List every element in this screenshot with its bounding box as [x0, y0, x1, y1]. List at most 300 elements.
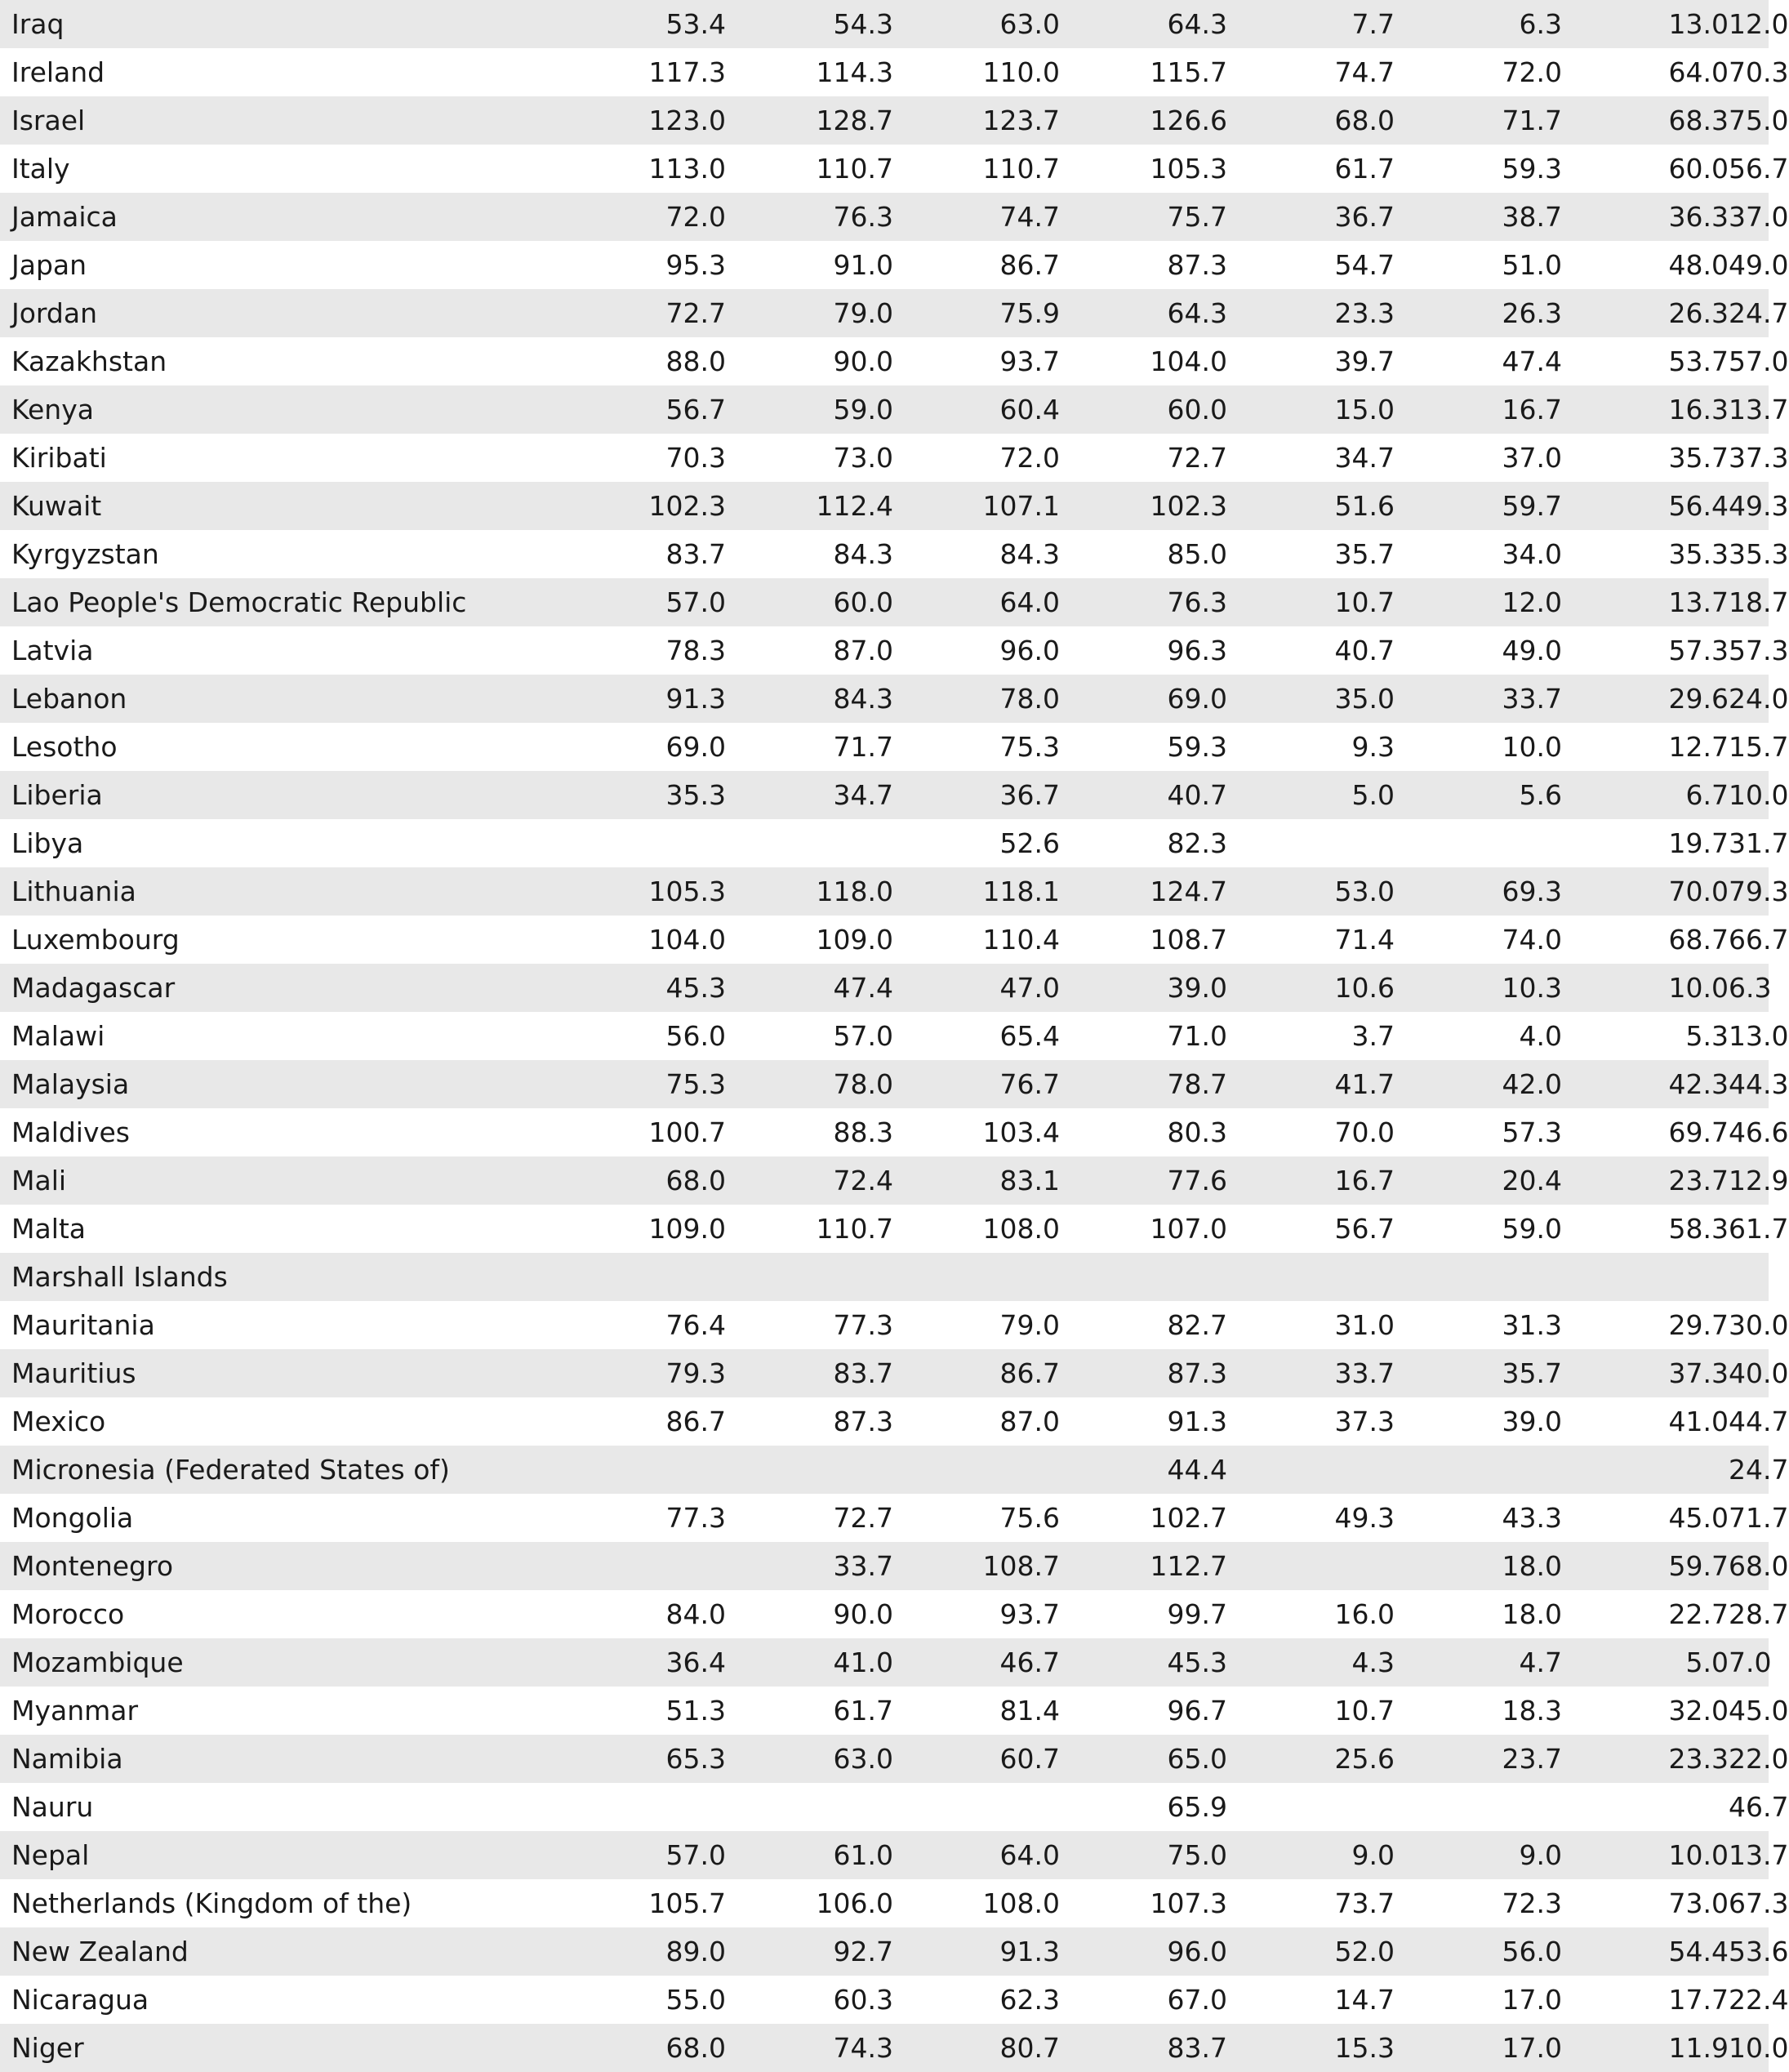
value-cell-6: 23.7	[1395, 1735, 1562, 1783]
value-cell-1: 123.0	[474, 96, 726, 145]
value-cell-8: 71.7	[1729, 1502, 1789, 1534]
value-cell-6: 39.0	[1502, 1406, 1563, 1437]
country-name-cell: Mexico	[11, 1406, 106, 1437]
value-cell-2: 61.7	[833, 1695, 894, 1727]
value-cell-2	[726, 819, 893, 867]
country-name-cell: Israel	[0, 96, 474, 145]
value-cell-4: 76.3	[1060, 578, 1227, 626]
value-cell-3: 86.7	[893, 1349, 1060, 1397]
value-cell-3: 87.0	[999, 1406, 1061, 1437]
table-row	[0, 193, 1769, 241]
value-cell-4: 87.3	[1167, 249, 1228, 281]
value-cell-6: 4.7	[1395, 1638, 1562, 1687]
country-name-cell: Morocco	[11, 1598, 125, 1630]
value-cell-3: 62.3	[999, 1984, 1061, 2016]
value-cell-2: 78.0	[726, 1060, 893, 1108]
value-cell-7	[1562, 1253, 1729, 1301]
value-cell-3: 65.4	[999, 1020, 1061, 1052]
value-cell-3: 83.1	[893, 1156, 1060, 1205]
value-cell-6: 56.0	[1395, 1927, 1562, 1976]
value-cell-2: 84.3	[726, 675, 893, 723]
value-cell-4: 96.3	[1167, 635, 1228, 666]
value-cell-1: 109.0	[648, 1213, 727, 1245]
country-name-cell: Japan	[11, 249, 87, 281]
value-cell-7: 5.3	[1685, 1020, 1729, 1052]
value-cell-5: 23.3	[1227, 289, 1395, 337]
value-cell-7: 45.0	[1668, 1502, 1729, 1534]
value-cell-8: 57.0	[1729, 345, 1789, 377]
value-cell-8: 7.0	[1729, 1638, 1769, 1687]
value-cell-7	[1562, 1783, 1729, 1831]
table-row	[0, 819, 1769, 867]
value-cell-6	[1395, 1446, 1562, 1494]
country-name-cell: Nepal	[0, 1831, 474, 1879]
value-cell-6: 26.3	[1395, 289, 1562, 337]
value-cell-2: 47.4	[726, 964, 893, 1012]
value-cell-2: 91.0	[833, 249, 894, 281]
value-cell-3: 110.0	[982, 56, 1061, 88]
table-row	[0, 1349, 1769, 1397]
value-cell-3: 46.7	[893, 1638, 1060, 1687]
value-cell-7: 41.0	[1668, 1406, 1729, 1437]
value-cell-6: 72.0	[1502, 56, 1563, 88]
value-cell-5: 40.7	[1334, 635, 1395, 666]
value-cell-6: 51.0	[1502, 249, 1563, 281]
value-cell-5: 68.0	[1227, 96, 1395, 145]
country-name-cell: Myanmar	[11, 1695, 139, 1727]
value-cell-2: 84.3	[833, 538, 894, 570]
value-cell-4: 104.0	[1150, 345, 1228, 377]
country-name-cell: Luxembourg	[11, 924, 180, 956]
table-row	[0, 578, 1769, 626]
value-cell-4: 71.0	[1167, 1020, 1228, 1052]
value-cell-3: 75.3	[999, 731, 1061, 763]
value-cell-5: 15.0	[1227, 385, 1395, 434]
value-cell-4: 82.3	[1167, 827, 1228, 859]
value-cell-1	[474, 819, 726, 867]
value-cell-4: 105.3	[1150, 153, 1228, 185]
value-cell-5: 71.4	[1334, 924, 1395, 956]
country-name-cell: Iraq	[0, 0, 474, 48]
value-cell-8: 68.0	[1729, 1542, 1769, 1590]
value-cell-1: 36.4	[474, 1638, 726, 1687]
value-cell-8: 30.0	[1729, 1309, 1789, 1341]
value-cell-5: 70.0	[1334, 1116, 1395, 1148]
value-cell-2: 112.4	[726, 482, 893, 530]
value-cell-1: 72.0	[474, 193, 726, 241]
value-cell-1: 53.4	[474, 0, 726, 48]
table-row	[0, 1590, 1769, 1638]
value-cell-2: 59.0	[726, 385, 893, 434]
table-row	[0, 1879, 1769, 1927]
value-cell-7: 13.0	[1562, 0, 1729, 48]
value-cell-4: 85.0	[1167, 538, 1228, 570]
value-cell-5: 10.6	[1227, 964, 1395, 1012]
value-cell-4: 96.7	[1167, 1695, 1228, 1727]
value-cell-3: 96.0	[999, 635, 1061, 666]
value-cell-6: 18.3	[1502, 1695, 1563, 1727]
value-cell-5: 9.0	[1227, 1831, 1395, 1879]
value-cell-4: 72.7	[1167, 442, 1228, 474]
value-cell-4: 126.6	[1060, 96, 1227, 145]
value-cell-7: 36.3	[1562, 193, 1729, 241]
value-cell-8: 46.7	[1729, 1791, 1789, 1823]
country-name-cell: Niger	[0, 2024, 474, 2072]
value-cell-5: 73.7	[1334, 1887, 1395, 1919]
country-name-cell: Nauru	[11, 1791, 94, 1823]
value-cell-7: 17.7	[1668, 1984, 1729, 2016]
value-cell-4: 39.0	[1060, 964, 1227, 1012]
value-cell-6: 72.3	[1502, 1887, 1563, 1919]
value-cell-3: 36.7	[893, 771, 1060, 819]
value-cell-7: 23.7	[1562, 1156, 1729, 1205]
value-cell-6: 20.4	[1395, 1156, 1562, 1205]
value-cell-7: 32.0	[1668, 1695, 1729, 1727]
value-cell-1: 117.3	[648, 56, 727, 88]
value-cell-2: 61.0	[726, 1831, 893, 1879]
value-cell-7: 12.7	[1668, 731, 1729, 763]
value-cell-6: 34.0	[1502, 538, 1563, 570]
value-cell-4: 67.0	[1167, 1984, 1228, 2016]
value-cell-2: 33.7	[726, 1542, 893, 1590]
value-cell-7: 53.7	[1668, 345, 1729, 377]
value-cell-4: 108.7	[1150, 924, 1228, 956]
country-name-cell: Lesotho	[11, 731, 118, 763]
table-row	[0, 1831, 1769, 1879]
country-name-cell: Jamaica	[0, 193, 474, 241]
value-cell-1: 69.0	[665, 731, 727, 763]
country-name-cell: Kuwait	[0, 482, 474, 530]
table-row	[0, 482, 1769, 530]
value-cell-1: 100.7	[648, 1116, 727, 1148]
value-cell-4: 124.7	[1060, 867, 1227, 916]
value-cell-4: 40.7	[1060, 771, 1227, 819]
value-cell-1: 91.3	[474, 675, 726, 723]
value-cell-5: 35.0	[1227, 675, 1395, 723]
value-cell-3: 75.9	[893, 289, 1060, 337]
value-cell-1	[474, 1446, 726, 1494]
value-cell-7: 10.0	[1562, 1831, 1729, 1879]
value-cell-1: 113.0	[648, 153, 727, 185]
value-cell-8: 53.6	[1729, 1927, 1769, 1976]
value-cell-4: 80.3	[1167, 1116, 1228, 1148]
value-cell-2: 79.0	[726, 289, 893, 337]
value-cell-6: 59.7	[1395, 482, 1562, 530]
value-cell-6	[1395, 819, 1562, 867]
value-cell-2	[726, 1253, 893, 1301]
value-cell-3: 80.7	[893, 2024, 1060, 2072]
value-cell-8: 44.7	[1729, 1406, 1789, 1437]
value-cell-6: 17.0	[1395, 2024, 1562, 2072]
value-cell-6: 33.7	[1395, 675, 1562, 723]
value-cell-4: 44.4	[1060, 1446, 1227, 1494]
value-cell-6: 38.7	[1395, 193, 1562, 241]
value-cell-8: 24.7	[1729, 289, 1769, 337]
value-cell-4: 102.3	[1060, 482, 1227, 530]
value-cell-4: 75.0	[1060, 1831, 1227, 1879]
value-cell-5	[1227, 1542, 1395, 1590]
table-row	[0, 337, 1769, 385]
value-cell-1: 72.7	[474, 289, 726, 337]
value-cell-4: 60.0	[1060, 385, 1227, 434]
value-cell-2: 71.7	[833, 731, 894, 763]
country-name-cell: New Zealand	[0, 1927, 474, 1976]
value-cell-8: 49.3	[1729, 482, 1769, 530]
value-cell-5: 56.7	[1334, 1213, 1395, 1245]
value-cell-8: 79.3	[1729, 867, 1769, 916]
value-cell-7: 6.7	[1562, 771, 1729, 819]
value-cell-4: 96.0	[1060, 1927, 1227, 1976]
value-cell-5: 33.7	[1227, 1349, 1395, 1397]
value-cell-3: 63.0	[893, 0, 1060, 48]
country-name-cell: Netherlands (Kingdom of the)	[11, 1887, 412, 1919]
value-cell-3: 76.7	[893, 1060, 1060, 1108]
value-cell-7: 13.7	[1562, 578, 1729, 626]
value-cell-6: 59.3	[1502, 153, 1563, 185]
value-cell-8: 45.0	[1729, 1695, 1789, 1727]
value-cell-7: 59.7	[1562, 1542, 1729, 1590]
value-cell-2: 106.0	[816, 1887, 894, 1919]
value-cell-8: 40.0	[1729, 1349, 1769, 1397]
value-cell-6: 4.0	[1519, 1020, 1563, 1052]
country-name-cell: Mauritius	[0, 1349, 474, 1397]
value-cell-3: 74.7	[893, 193, 1060, 241]
value-cell-7: 29.7	[1668, 1309, 1729, 1341]
value-cell-8: 15.7	[1729, 731, 1789, 763]
value-cell-3: 108.0	[982, 1887, 1061, 1919]
value-cell-5: 61.7	[1334, 153, 1395, 185]
country-name-cell: Mauritania	[11, 1309, 155, 1341]
value-cell-4: 78.7	[1060, 1060, 1227, 1108]
value-cell-2: 74.3	[726, 2024, 893, 2072]
value-cell-2: 109.0	[816, 924, 894, 956]
table-row	[0, 1156, 1769, 1205]
table-row	[0, 1205, 1769, 1253]
value-cell-4: 64.3	[1060, 289, 1227, 337]
value-cell-6: 71.7	[1395, 96, 1562, 145]
value-cell-8: 66.7	[1729, 924, 1789, 956]
value-cell-4	[1060, 1253, 1227, 1301]
value-cell-3: 52.6	[999, 827, 1061, 859]
value-cell-3: 72.0	[999, 442, 1061, 474]
table-row	[0, 0, 1769, 48]
value-cell-5: 51.6	[1227, 482, 1395, 530]
value-cell-7: 68.7	[1668, 924, 1729, 956]
value-cell-1: 78.3	[665, 635, 727, 666]
value-cell-4: 83.7	[1060, 2024, 1227, 2072]
country-name-cell: Lithuania	[0, 867, 474, 916]
value-cell-2: 87.3	[833, 1406, 894, 1437]
value-cell-3: 110.4	[982, 924, 1061, 956]
value-cell-3: 60.4	[893, 385, 1060, 434]
table-row	[0, 771, 1769, 819]
value-cell-4: 107.3	[1150, 1887, 1228, 1919]
country-name-cell: Ireland	[11, 56, 105, 88]
value-cell-2: 110.7	[816, 153, 894, 185]
value-cell-6: 59.0	[1502, 1213, 1563, 1245]
value-cell-7: 73.0	[1668, 1887, 1729, 1919]
value-cell-7: 48.0	[1668, 249, 1729, 281]
table-row	[0, 867, 1769, 916]
value-cell-4: 82.7	[1167, 1309, 1228, 1341]
country-name-cell: Micronesia (Federated States of)	[0, 1446, 474, 1494]
value-cell-4: 69.0	[1060, 675, 1227, 723]
value-cell-1: 77.3	[665, 1502, 727, 1534]
table-row	[0, 48, 1769, 96]
country-name-cell: Lao People's Democratic Republic	[0, 578, 474, 626]
value-cell-3: 75.6	[999, 1502, 1061, 1534]
value-cell-7: 69.7	[1668, 1116, 1729, 1148]
value-cell-8: 13.7	[1729, 1831, 1769, 1879]
country-name-cell: Mozambique	[0, 1638, 474, 1687]
value-cell-1: 57.0	[474, 578, 726, 626]
value-cell-4: 87.3	[1060, 1349, 1227, 1397]
value-cell-2: 87.0	[833, 635, 894, 666]
value-cell-8: 10.0	[1729, 2024, 1769, 2072]
value-cell-3	[893, 1783, 1060, 1831]
country-name-cell: Latvia	[11, 635, 94, 666]
value-cell-7: 29.6	[1562, 675, 1729, 723]
value-cell-5: 31.0	[1334, 1309, 1395, 1341]
value-cell-8: 67.3	[1729, 1887, 1789, 1919]
value-cell-2	[726, 1783, 893, 1831]
value-cell-8: 6.3	[1729, 964, 1769, 1012]
value-cell-5	[1227, 1253, 1395, 1301]
value-cell-8: 10.0	[1729, 771, 1769, 819]
value-cell-4: 115.7	[1150, 56, 1228, 88]
value-cell-1: 68.0	[474, 1156, 726, 1205]
value-cell-5: 4.3	[1227, 1638, 1395, 1687]
table-row	[0, 964, 1769, 1012]
value-cell-1: 56.0	[665, 1020, 727, 1052]
table-row	[0, 289, 1769, 337]
value-cell-5: 41.7	[1227, 1060, 1395, 1108]
value-cell-1: 55.0	[665, 1984, 727, 2016]
value-cell-2: 77.3	[833, 1309, 894, 1341]
value-cell-8: 28.7	[1729, 1598, 1789, 1630]
value-cell-2: 72.7	[833, 1502, 894, 1534]
value-cell-8: 31.7	[1729, 827, 1789, 859]
table-row	[0, 1446, 1769, 1494]
value-cell-3: 81.4	[999, 1695, 1061, 1727]
table-row	[0, 1542, 1769, 1590]
value-cell-1: 65.3	[474, 1735, 726, 1783]
value-cell-1: 75.3	[474, 1060, 726, 1108]
value-cell-1: 76.4	[665, 1309, 727, 1341]
value-cell-5	[1227, 819, 1395, 867]
value-cell-5: 16.0	[1334, 1598, 1395, 1630]
table-row	[0, 626, 1769, 675]
value-cell-1: 84.0	[665, 1598, 727, 1630]
value-cell-3: 91.3	[893, 1927, 1060, 1976]
value-cell-5: 37.3	[1334, 1406, 1395, 1437]
value-cell-8: 24.0	[1729, 675, 1769, 723]
value-cell-5: 10.7	[1227, 578, 1395, 626]
table-row	[0, 1735, 1769, 1783]
value-cell-6	[1395, 1783, 1562, 1831]
value-cell-7: 70.0	[1562, 867, 1729, 916]
value-cell-6: 5.6	[1395, 771, 1562, 819]
value-cell-7: 35.3	[1668, 538, 1729, 570]
value-cell-3: 86.7	[999, 249, 1061, 281]
value-cell-1: 70.3	[665, 442, 727, 474]
table-row	[0, 1687, 1769, 1735]
value-cell-8: 37.3	[1729, 442, 1789, 474]
value-cell-7: 68.3	[1562, 96, 1729, 145]
value-cell-6: 47.4	[1502, 345, 1563, 377]
value-cell-3: 93.7	[999, 345, 1061, 377]
value-cell-2: 90.0	[833, 1598, 894, 1630]
value-cell-5: 53.0	[1227, 867, 1395, 916]
value-cell-4: 99.7	[1167, 1598, 1228, 1630]
value-cell-2: 60.3	[833, 1984, 894, 2016]
value-cell-6: 49.0	[1502, 635, 1563, 666]
value-cell-7: 26.3	[1562, 289, 1729, 337]
value-cell-5	[1227, 1446, 1395, 1494]
value-cell-6: 12.0	[1395, 578, 1562, 626]
value-cell-5: 39.7	[1334, 345, 1395, 377]
value-cell-4: 64.3	[1060, 0, 1227, 48]
table-row	[0, 675, 1769, 723]
value-cell-4: 112.7	[1060, 1542, 1227, 1590]
value-cell-7: 57.3	[1668, 635, 1729, 666]
value-cell-1	[474, 1542, 726, 1590]
value-cell-4: 65.0	[1060, 1735, 1227, 1783]
table-row	[0, 1976, 1769, 2024]
value-cell-5: 16.7	[1227, 1156, 1395, 1205]
table-row	[0, 1012, 1769, 1060]
value-cell-7: 23.3	[1562, 1735, 1729, 1783]
value-cell-4: 102.7	[1150, 1502, 1228, 1534]
country-name-cell: Italy	[11, 153, 70, 185]
value-cell-3: 64.0	[893, 1831, 1060, 1879]
country-name-cell: Liberia	[0, 771, 474, 819]
value-cell-2: 128.7	[726, 96, 893, 145]
country-name-cell: Libya	[11, 827, 84, 859]
value-cell-4: 75.7	[1060, 193, 1227, 241]
table-row	[0, 916, 1769, 964]
value-cell-7: 5.0	[1562, 1638, 1729, 1687]
value-cell-4: 107.0	[1150, 1213, 1228, 1245]
value-cell-3: 47.0	[893, 964, 1060, 1012]
value-cell-6: 69.3	[1395, 867, 1562, 916]
value-cell-4: 91.3	[1167, 1406, 1228, 1437]
country-name-cell: Malta	[11, 1213, 87, 1245]
table-row	[0, 1397, 1769, 1446]
value-cell-8: 37.0	[1729, 193, 1769, 241]
value-cell-2: 63.0	[726, 1735, 893, 1783]
value-cell-1: 88.0	[665, 345, 727, 377]
value-cell-7: 22.7	[1668, 1598, 1729, 1630]
value-cell-3: 64.0	[893, 578, 1060, 626]
value-cell-6: 10.3	[1395, 964, 1562, 1012]
value-cell-6	[1395, 1253, 1562, 1301]
table-row	[0, 1301, 1769, 1349]
value-cell-1: 83.7	[665, 538, 727, 570]
value-cell-5: 10.7	[1334, 1695, 1395, 1727]
value-cell-6: 37.0	[1502, 442, 1563, 474]
value-cell-6: 74.0	[1502, 924, 1563, 956]
value-cell-8: 35.3	[1729, 538, 1789, 570]
value-cell-2: 54.3	[726, 0, 893, 48]
value-cell-5: 52.0	[1227, 1927, 1395, 1976]
value-cell-5	[1227, 1783, 1395, 1831]
value-cell-1: 95.3	[665, 249, 727, 281]
value-cell-8: 44.3	[1729, 1060, 1769, 1108]
country-name-cell: Kazakhstan	[11, 345, 167, 377]
country-name-cell: Namibia	[0, 1735, 474, 1783]
value-cell-7: 42.3	[1562, 1060, 1729, 1108]
